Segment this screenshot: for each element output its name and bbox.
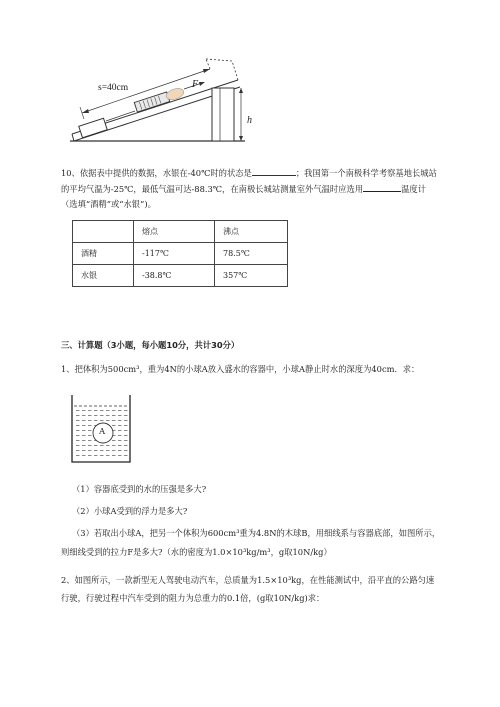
incline-figure: [60, 55, 260, 145]
force-label: F: [192, 79, 199, 90]
table-cell: 357℃: [215, 265, 288, 287]
q10-line3: （选填“酒精”或“水银”)。: [61, 199, 156, 209]
height-label: h: [247, 115, 252, 126]
q10-blank1[interactable]: [252, 166, 296, 176]
q10-line2: 的平均气温为-25℃，最低气温可达-88.3℃，在南极长城站测量室外气温时应选用 温度计: [61, 184, 427, 194]
q1-sub1: （1）容器底受到的水的压强是多大?: [72, 484, 207, 494]
table-header-cell: [73, 221, 134, 243]
q1-sub3-line2: 则细线受到的拉力F是多大?（水的密度为1.0×10³kg/m³，g取10N/kg）: [61, 547, 332, 557]
table-cell: 水银: [73, 265, 134, 287]
table-cell: -38.8℃: [134, 265, 215, 287]
table-header-row: [73, 221, 288, 243]
q10-blank2[interactable]: [363, 182, 401, 192]
section-title: 三、计算题（3小题，每小题10分，共计30分）: [61, 340, 240, 350]
q1-stem: 1、把体积为500cm³，重为4N的小球A放入盛水的容器中，小球A静止时水的深度为40cm．求：: [61, 364, 420, 374]
distance-label: s=40cm: [98, 83, 129, 93]
table-row: [73, 243, 288, 265]
table-row: [73, 265, 288, 287]
table-cell: 78.5℃: [215, 243, 288, 265]
melting-boiling-table: [72, 220, 288, 287]
q2-line2: 行驶，行驶过程中汽车受到的阻力为总重力的0.1倍，(g取10N/kg)求：: [61, 593, 325, 603]
q1-sub3-line1: （3）若取出小球A，把另一个体积为600cm³重为4.8N的木球B，用细线系与容器底部，如图所示，: [72, 528, 441, 538]
ball-label: A: [99, 427, 106, 437]
table-header-cell: 沸点: [215, 221, 288, 243]
q2-line1: 2、如图所示，一款新型无人驾驶电动汽车，总质量为1.5×10³kg，在性能测试中，沿平直的公路匀速: [61, 575, 435, 585]
q1-sub2: （2）小球A受到的浮力是多大?: [72, 506, 188, 516]
q10-line1: 10、依据表中提供的数据，水银在-40℃时的状态是 ；我国第一个南极科学考察基地长城站: [61, 168, 437, 178]
table-header-cell: 熔点: [134, 221, 215, 243]
table-cell: -117℃: [134, 243, 215, 265]
table-cell: 酒精: [73, 243, 134, 265]
